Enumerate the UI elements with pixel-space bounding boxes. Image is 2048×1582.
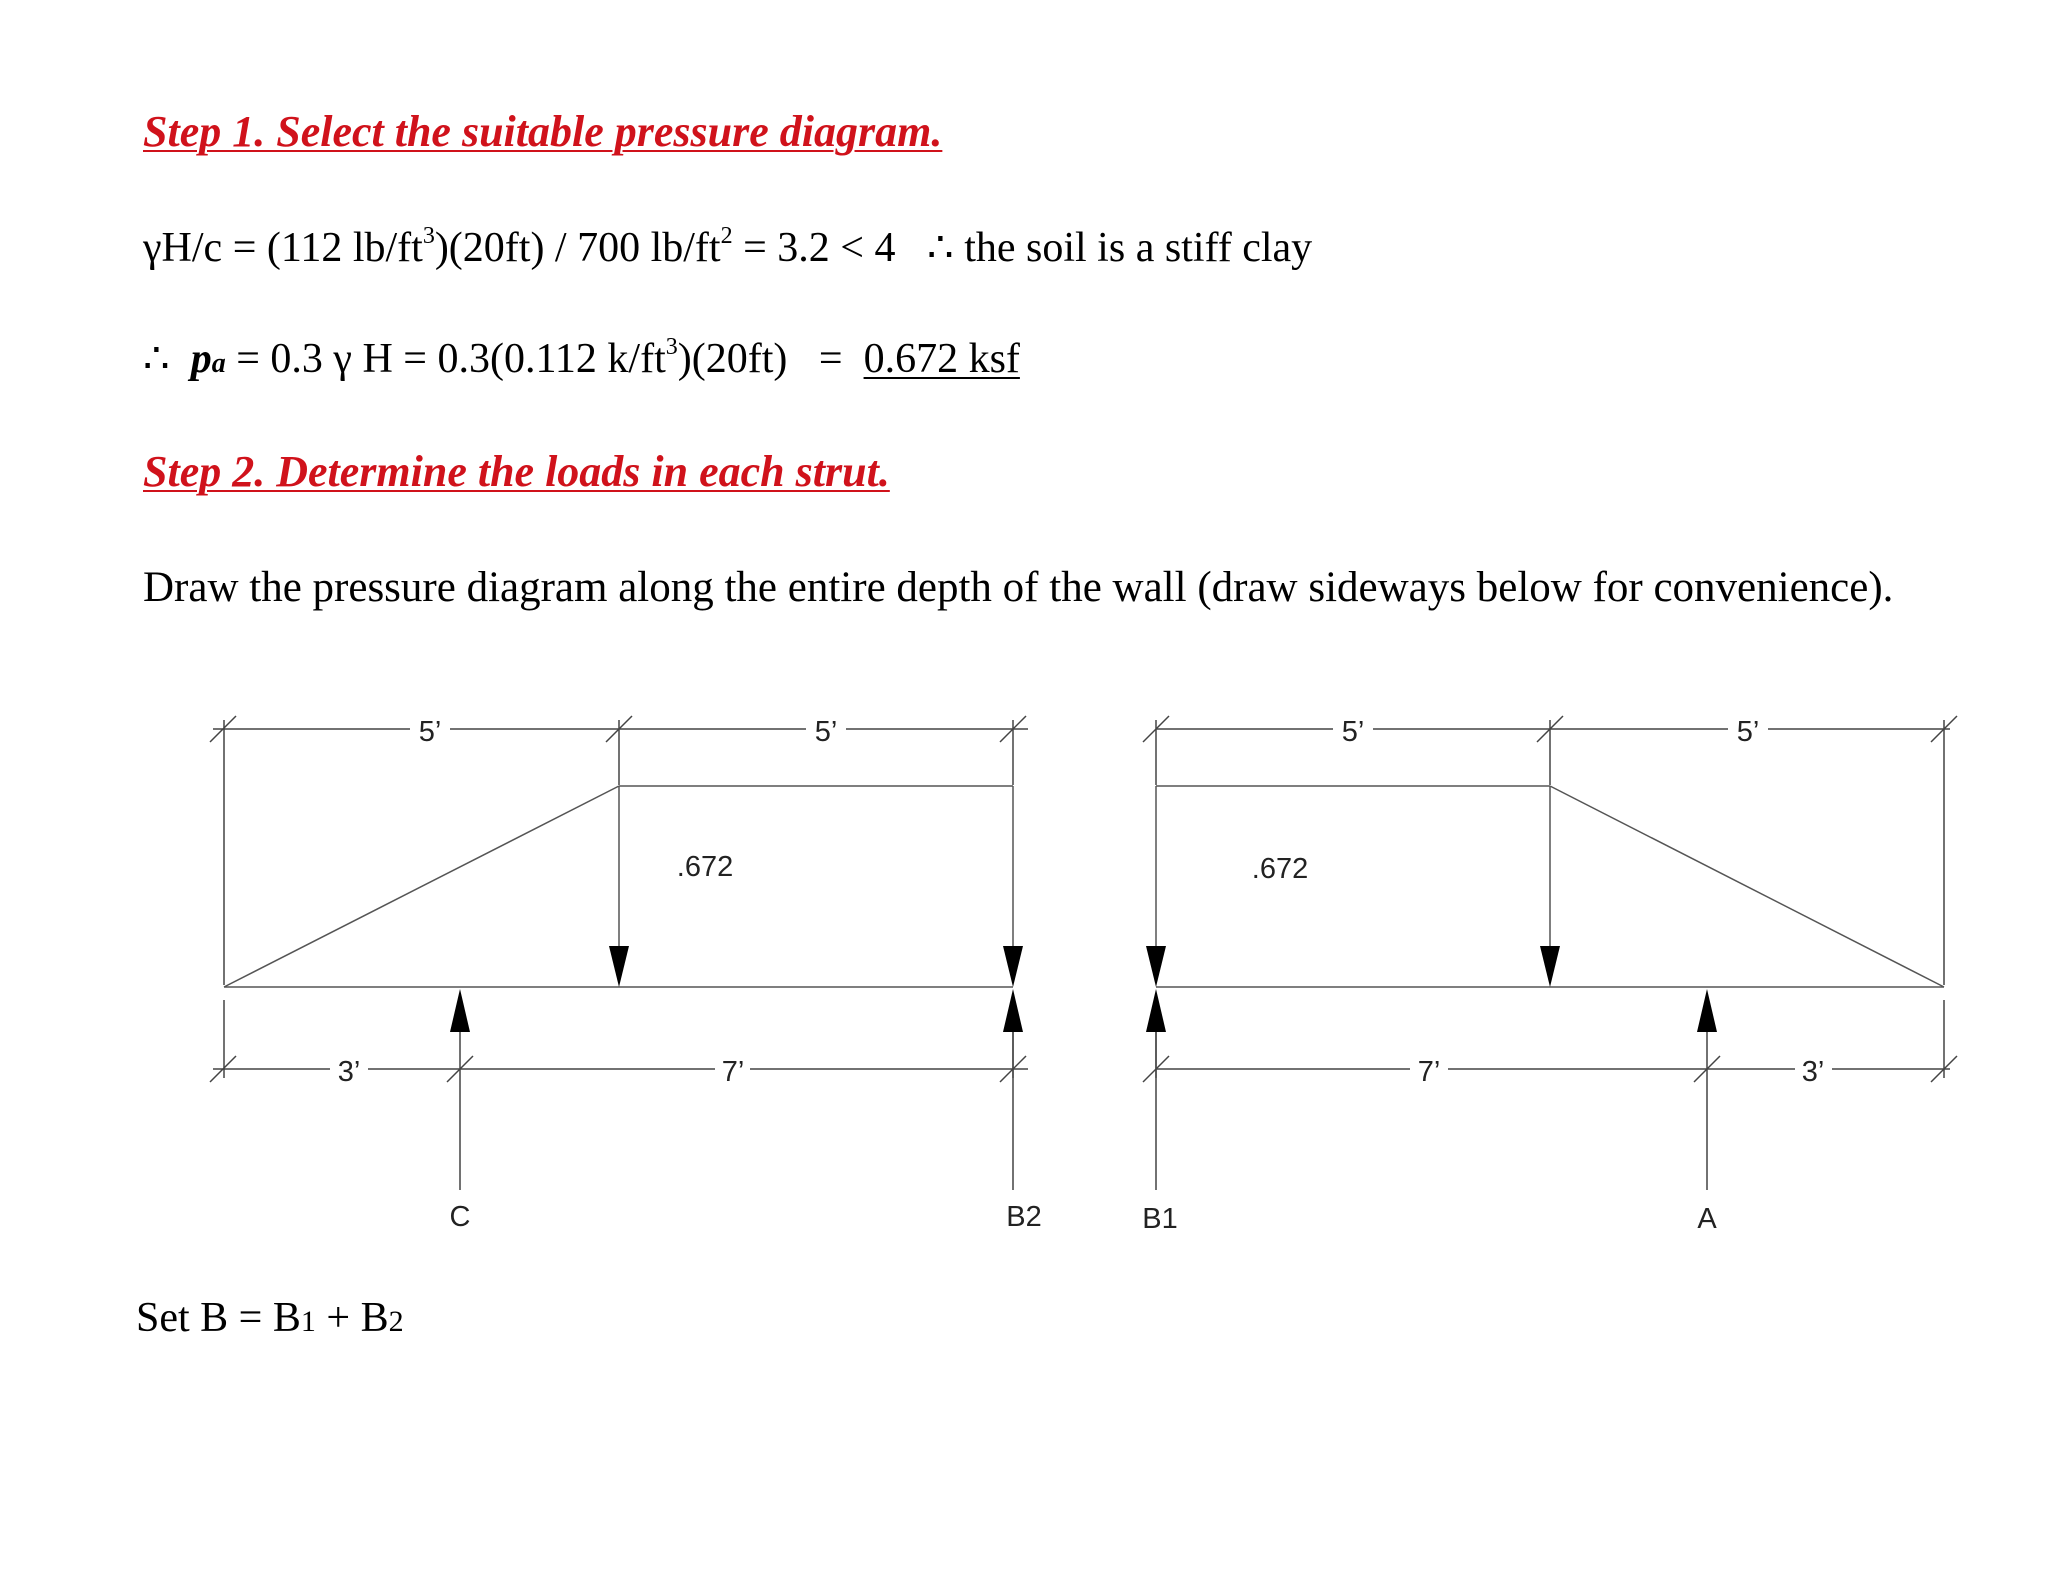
left-top-dim-2: 5’	[814, 716, 838, 748]
left-bottom-dim-1: 3’	[337, 1056, 361, 1088]
set-b-sub-2: 2	[388, 1305, 404, 1338]
support-label-a: A	[1697, 1203, 1717, 1235]
pa-symbol: pa	[190, 336, 226, 382]
support-label-b2: B2	[1006, 1201, 1042, 1233]
eq2-exp: 3	[665, 334, 678, 360]
left-pressure-value: .672	[676, 851, 734, 883]
instruction-paragraph: Draw the pressure diagram along the entire depth of the wall (draw sideways below for convenience).	[143, 564, 1894, 611]
right-pressure-value: .672	[1251, 853, 1309, 885]
set-b-equation	[136, 1294, 404, 1342]
right-load-arrow-1	[1146, 946, 1166, 987]
support-label-c: C	[449, 1201, 471, 1233]
pa-subscript: a	[211, 348, 226, 379]
therefore-symbol: ∴	[143, 336, 170, 382]
pa-result: 0.672 ksf	[863, 336, 1020, 382]
eq2-body: = 0.3 γ H = 0.3(0.112 k/ft	[225, 336, 666, 382]
support-arrow-b2	[1003, 989, 1023, 1032]
eq1-exp-2: 2	[720, 223, 733, 249]
set-b-prefix: Set B = B	[136, 1295, 301, 1341]
eq1-exp-1: 3	[422, 223, 435, 249]
right-load-arrow-2	[1540, 946, 1560, 987]
step-1-heading: Step 1. Select the suitable pressure diagram.	[143, 107, 943, 156]
left-bottom-dim-2: 7’	[721, 1056, 745, 1088]
right-bottom-dim-2: 3’	[1801, 1056, 1825, 1088]
right-bottom-dim-1: 7’	[1417, 1056, 1441, 1088]
support-arrow-b1	[1146, 989, 1166, 1032]
set-b-sub-1: 1	[300, 1305, 316, 1338]
support-label-b1: B1	[1142, 1203, 1178, 1235]
support-arrow-a	[1697, 989, 1717, 1032]
step-2-heading: Step 2. Determine the loads in each strut.	[143, 447, 890, 496]
eq1-lhs: γH/c = (112 lb/ft	[143, 225, 423, 271]
right-top-dim-2: 5’	[1736, 716, 1760, 748]
set-b-plus: + B	[315, 1295, 389, 1341]
eq2-tail: )(20ft) =	[677, 336, 864, 382]
left-top-dim-1: 5’	[418, 716, 442, 748]
left-load-arrow-1	[609, 946, 629, 987]
right-top-dim-1: 5’	[1341, 716, 1365, 748]
left-load-arrow-2	[1003, 946, 1023, 987]
eq1-mid-2: = 3.2 < 4 ∴ the soil is a stiff clay	[732, 225, 1313, 271]
eq1-mid-1: )(20ft) / 700 lb/ft	[434, 225, 721, 271]
support-arrow-c	[450, 989, 470, 1032]
